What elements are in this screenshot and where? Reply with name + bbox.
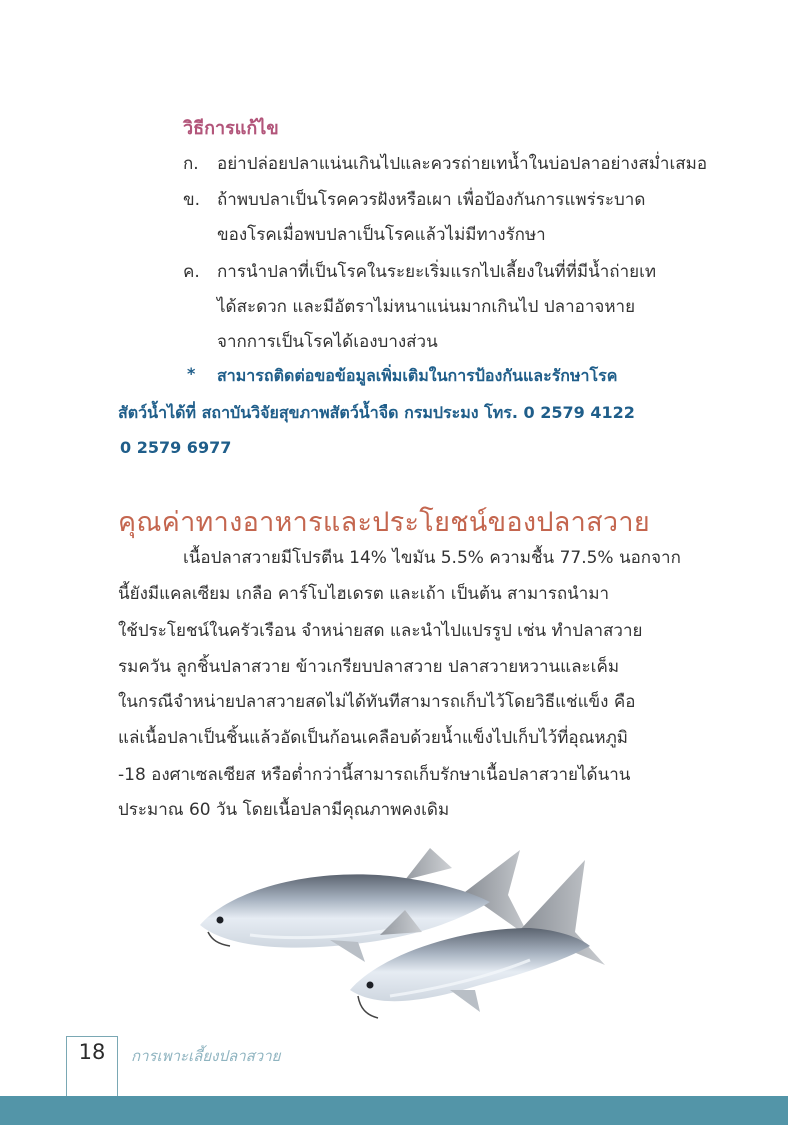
item-b-line-1: ถ้าพบปลาเป็นโรคควรฝังหรือเผา เพื่อป้องกันการแพร่ระบาด (217, 190, 646, 210)
paragraph-line-3: ใช้ประโยชน์ในครัวเรือน จำหน่ายสด และนำไปแปรรูป เช่น ทำปลาสวาย (118, 621, 643, 641)
item-c-line-2: ได้สะดวก และมีอัตราไม่หนาแน่นมากเกินไป ปลาอาจหาย (217, 297, 636, 317)
paragraph-line-1: เนื้อปลาสวายมีโปรตีน 14% ไขมัน 5.5% ความชื้น 77.5% นอกจาก (183, 548, 681, 568)
contact-line-1: สามารถติดต่อขอข้อมูลเพิ่มเติมในการป้องกันและรักษาโรค (217, 366, 618, 385)
paragraph-line-7: -18 องศาเซลเซียส หรือต่ำกว่านี้สามารถเก็บรักษาเนื้อปลาสวายได้นาน (118, 765, 631, 785)
item-a-line-1: อย่าปล่อยปลาแน่นเกินไปและควรถ่ายเทน้ำในบ่อปลาอย่างสม่ำเสมอ (217, 154, 708, 174)
paragraph-line-2: นี้ยังมีแคลเซียม เกลือ คาร์โบไฮเดรต และเถ้า เป็นต้น สามารถนำมา (118, 584, 610, 604)
item-letter-b: ข. (183, 190, 201, 210)
footer-band (0, 1096, 788, 1125)
book-title: การเพาะเลี้ยงปลาสวาย (131, 1047, 281, 1065)
solution-title: วิธีการแก้ไข (183, 118, 279, 139)
contact-line-3: 0 2579 6977 (120, 438, 232, 457)
paragraph-line-6: แล่เนื้อปลาเป็นชิ้นแล้วอัดเป็นก้อนเคลือบด้วยน้ำแข็งไปเก็บไว้ที่อุณหภูมิ (118, 728, 628, 748)
contact-star: * (187, 364, 196, 383)
contact-line-2: สัตว์น้ำได้ที่ สถาบันวิจัยสุขภาพสัตว์น้ำจืด กรมประมง โทร. 0 2579 4122 (118, 403, 635, 422)
paragraph-line-8: ประมาณ 60 วัน โดยเนื้อปลามีคุณภาพคงเดิม (118, 800, 450, 820)
item-letter-c: ค. (183, 262, 200, 282)
item-letter-a: ก. (183, 154, 199, 174)
paragraph-line-5: ในกรณีจำหน่ายปลาสวายสดไม่ได้ทันทีสามารถเก็บไว้โดยวิธีแช่แข็ง คือ (118, 692, 636, 712)
page-number: 18 (78, 1040, 106, 1064)
section-heading: คุณค่าทางอาหารและประโยชน์ของปลาสวาย (118, 507, 650, 538)
item-c-line-1: การนำปลาที่เป็นโรคในระยะเริ่มแรกไปเลี้ยงในที่ที่มีน้ำถ่ายเท (217, 262, 657, 282)
paragraph-line-4: รมควัน ลูกชิ้นปลาสวาย ข้าวเกรียบปลาสวาย ปลาสวายหวานและเค็ม (118, 657, 620, 677)
item-c-line-3: จากการเป็นโรคได้เองบางส่วน (217, 332, 438, 352)
catfish-illustration (190, 840, 620, 1040)
item-b-line-2: ของโรคเมื่อพบปลาเป็นโรคแล้วไม่มีทางรักษา (217, 225, 546, 245)
